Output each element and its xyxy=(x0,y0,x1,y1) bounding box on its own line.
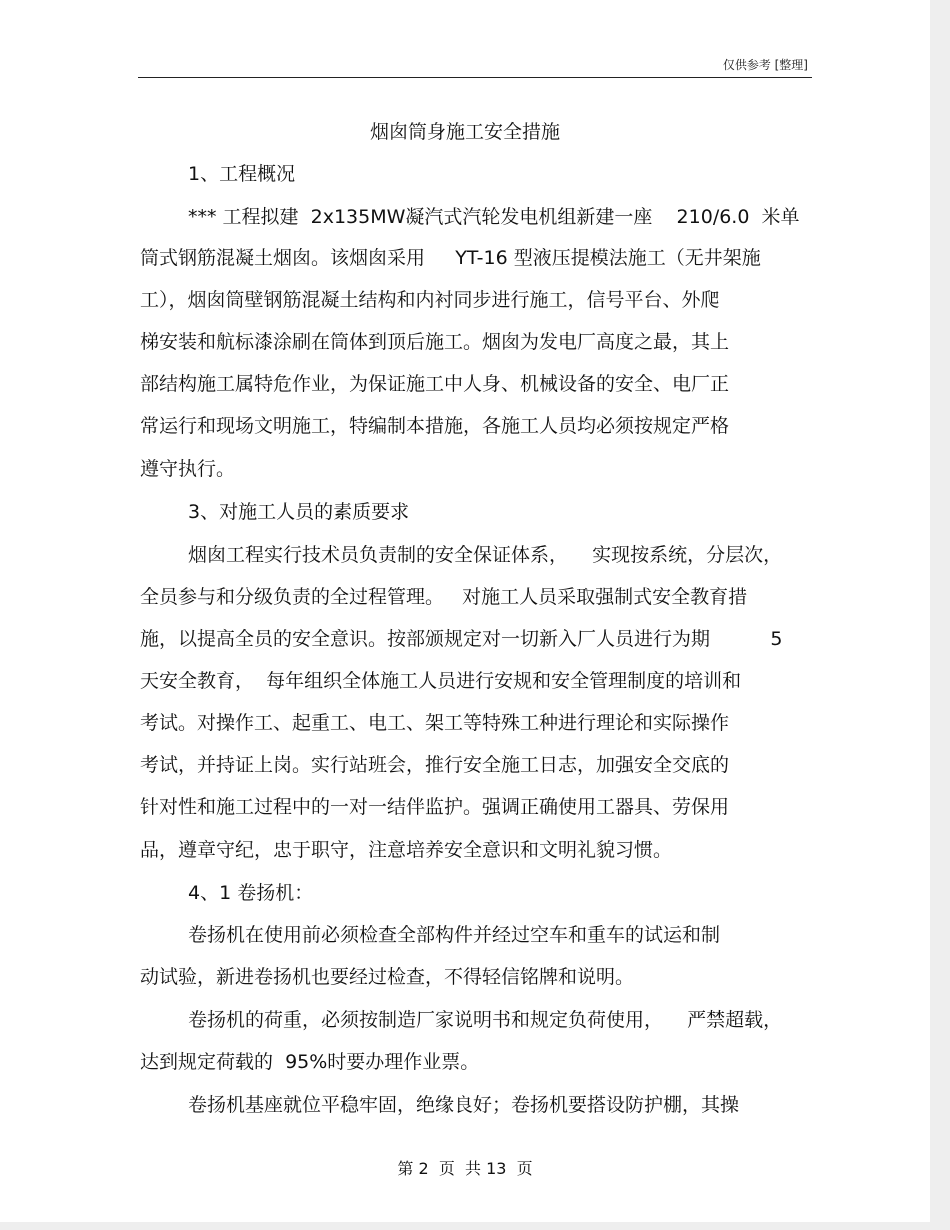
section-heading-4: 4、1 卷扬机： xyxy=(188,882,314,904)
body-line: 考试，并持证上岗。实行站班会，推行安全施工日志，加强安全交底的 xyxy=(140,754,730,776)
body-line: 品，遵章守纪，忠于职守，注意培养安全意识和文明礼貌习惯。 xyxy=(140,839,673,861)
body-line: 遵守执行。 xyxy=(140,458,236,480)
body-line: 卷扬机的荷重，必须按制造厂家说明书和规定负荷使用， 严禁超载， xyxy=(188,1009,783,1031)
body-line: 全员参与和分级负责的全过程管理。 对施工人员采取强制式安全教育措 xyxy=(140,586,748,608)
section-heading-1: 1、工程概况 xyxy=(188,163,296,185)
body-line: 工），烟囱筒壁钢筋混凝土结构和内衬同步进行施工，信号平台、外爬 xyxy=(140,289,720,311)
header-divider xyxy=(138,77,812,78)
body-line: 部结构施工属特危作业，为保证施工中人身、机械设备的安全、电厂正 xyxy=(140,373,730,395)
body-line: 针对性和施工过程中的一对一结伴监护。强调正确使用工器具、劳保用 xyxy=(140,796,730,818)
body-line: 动试验，新进卷扬机也要经过检查，不得轻信铭牌和说明。 xyxy=(140,966,635,988)
body-line: 卷扬机基座就位平稳牢固，绝缘良好；卷扬机要搭设防护棚，其操 xyxy=(188,1094,740,1116)
body-line: 常运行和现场文明施工，特编制本措施，各施工人员均必须按规定严格 xyxy=(140,415,730,437)
body-line: 达到规定荷载的 95%时要办理作业票。 xyxy=(140,1051,480,1073)
body-line: 烟囱工程实行技术员负责制的安全保证体系， 实现按系统，分层次， xyxy=(188,544,783,566)
body-line: 筒式钢筋混凝土烟囱。该烟囱采用 YT-16 型液压提模法施工（无井架施 xyxy=(140,247,761,269)
header-note: 仅供参考 [整理] xyxy=(722,58,808,72)
body-line: 施，以提高全员的安全意识。按部颁规定对一切新入厂人员进行为期 5 xyxy=(140,628,783,650)
body-line: *** 工程拟建 2x135MW凝汽式汽轮发电机组新建一座 210/6.0 米单 xyxy=(188,206,800,228)
body-line: 梯安装和航标漆涂刷在筒体到顶后施工。烟囱为发电厂高度之最，其上 xyxy=(140,331,730,353)
body-line: 天安全教育， 每年组织全体施工人员进行安规和安全管理制度的培训和 xyxy=(140,670,742,692)
page-footer: 第 2 页 共 13 页 xyxy=(397,1159,533,1178)
body-line: 卷扬机在使用前必须检查全部构件并经过空车和重车的试运和制 xyxy=(188,924,721,946)
section-heading-3: 3、对施工人员的素质要求 xyxy=(188,501,410,523)
body-line: 考试。对操作工、起重工、电工、架工等特殊工种进行理论和实际操作 xyxy=(140,712,730,734)
document-title: 烟囱筒身施工安全措施 xyxy=(369,121,560,143)
